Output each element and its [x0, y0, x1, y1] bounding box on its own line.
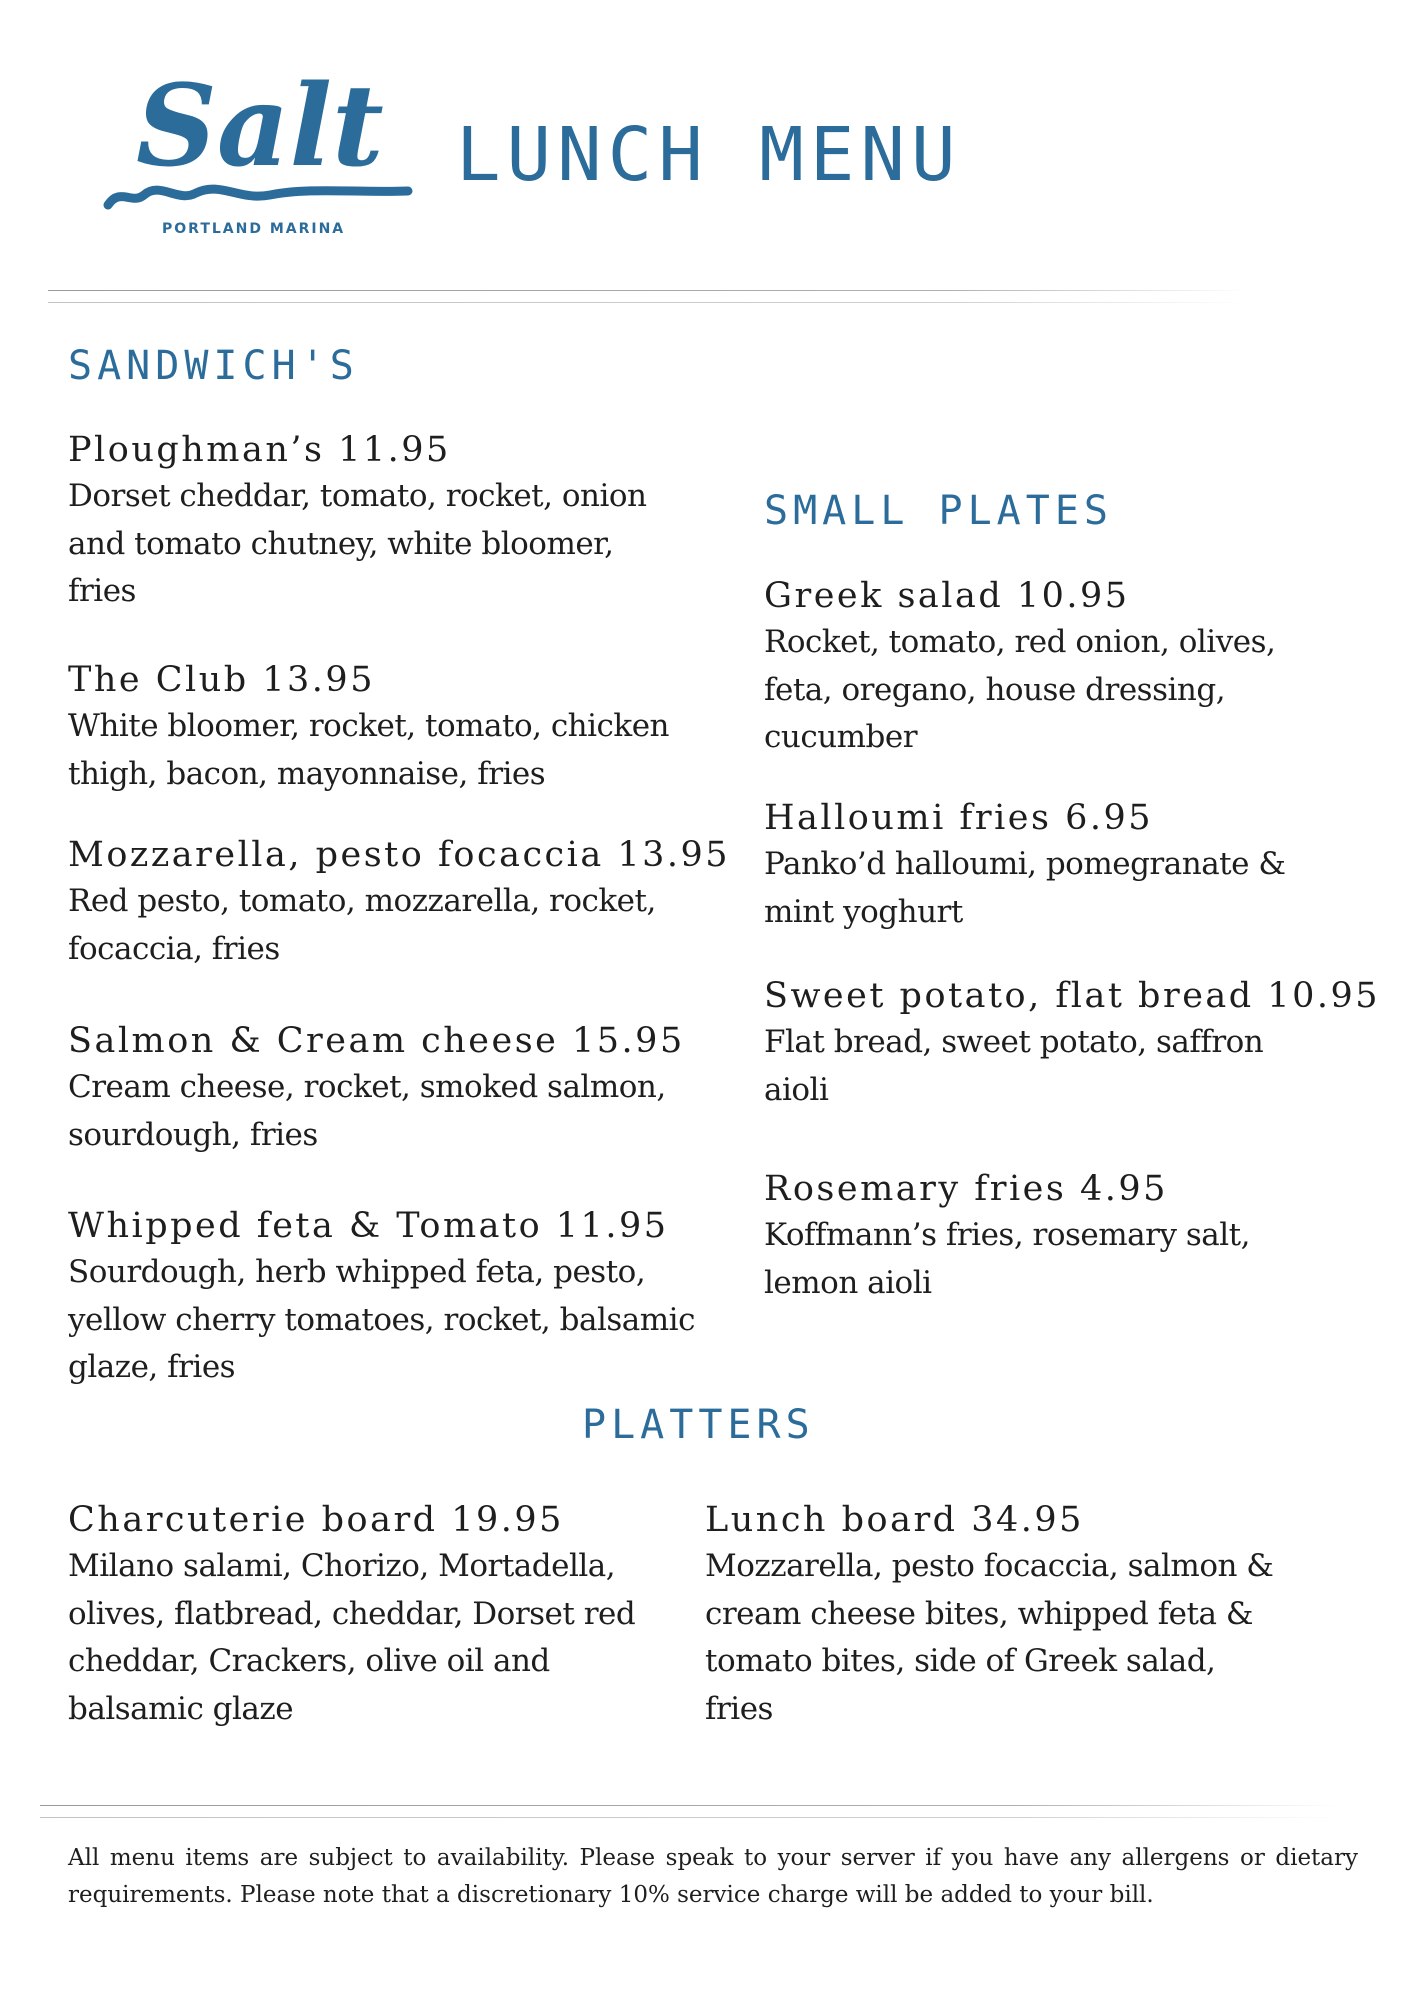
menu-item-description: Mozzarella, pesto focaccia, salmon & cream cheese bites, whipped feta & tomato bites, side of Greek salad, fries — [705, 1548, 1274, 1727]
menu-item-description: Panko’d halloumi, pomegranate & mint yoghurt — [764, 846, 1286, 930]
menu-item — [68, 427, 708, 616]
menu-item-description: Koffmann’s fries, rosemary salt, lemon aioli — [764, 1217, 1250, 1301]
header-divider — [48, 290, 1248, 291]
menu-item — [764, 1166, 1364, 1307]
menu-item-title: Rosemary fries 4.95 — [764, 1169, 1168, 1209]
footer-divider-secondary — [40, 1817, 1340, 1818]
menu-item — [764, 573, 1364, 762]
menu-item-description: Cream cheese, rocket, smoked salmon, sourdough, fries — [68, 1069, 666, 1153]
menu-item-title: Lunch board 34.95 — [705, 1500, 1084, 1540]
menu-item-title: Ploughman’s 11.95 — [68, 430, 451, 470]
menu-item-description: White bloomer, rocket, tomato, chicken thigh, bacon, mayonnaise, fries — [68, 708, 670, 792]
logo-graphic — [100, 55, 420, 240]
header-divider-secondary — [48, 302, 1248, 303]
menu-item-description: Sourdough, herb whipped feta, pesto, yellow cherry tomatoes, rocket, balsamic glaze, fries — [68, 1254, 695, 1385]
menu-item-title: Mozzarella, pesto focaccia 13.95 — [68, 835, 731, 875]
section-heading-platters: PLATTERS — [582, 1402, 815, 1448]
menu-item-description: Milano salami, Chorizo, Mortadella, olives, flatbread, cheddar, Dorset red cheddar, Crackers, olive oil and balsamic glaze — [68, 1548, 636, 1727]
menu-item-description: Rocket, tomato, red onion, olives, feta, oregano, house dressing, cucumber — [764, 624, 1276, 755]
menu-item-description: Flat bread, sweet potato, saffron aioli — [764, 1024, 1264, 1108]
menu-item — [68, 832, 758, 973]
footer-note: All menu items are subject to availability. Please speak to your server if you have any allergens or dietary requirements. Please note that a discretionary 10% service charge will be added to your bill. — [68, 1845, 1358, 1908]
menu-item-title: The Club 13.95 — [68, 660, 375, 700]
menu-item — [68, 1018, 748, 1159]
menu-item-title: Charcuterie board 19.95 — [68, 1500, 564, 1540]
logo-word: Salt — [136, 61, 384, 192]
menu-item-title: Salmon & Cream cheese 15.95 — [68, 1021, 685, 1061]
logo-subtitle: PORTLAND MARINA — [162, 221, 346, 237]
salt-logo — [100, 55, 420, 240]
menu-item-title: Whipped feta & Tomato 11.95 — [68, 1206, 669, 1246]
footer-divider — [40, 1805, 1340, 1806]
menu-item — [764, 795, 1364, 936]
menu-item — [68, 657, 748, 798]
menu-item-title: Halloumi fries 6.95 — [764, 798, 1154, 838]
menu-item-description: Dorset cheddar, tomato, rocket, onion and tomato chutney, white bloomer, fries — [68, 478, 647, 609]
menu-item — [764, 973, 1384, 1114]
menu-item-description: Red pesto, tomato, mozzarella, rocket, focaccia, fries — [68, 883, 656, 967]
menu-item — [68, 1203, 748, 1392]
menu-item — [68, 1497, 688, 1733]
menu-item-title: Sweet potato, flat bread 10.95 — [764, 976, 1380, 1016]
section-heading-small-plates: SMALL PLATES — [764, 488, 1113, 534]
page-title: LUNCH MENU — [456, 112, 962, 198]
section-heading-sandwiches: SANDWICH'S — [68, 343, 359, 389]
menu-item-title: Greek salad 10.95 — [764, 576, 1130, 616]
menu-item — [705, 1497, 1325, 1733]
